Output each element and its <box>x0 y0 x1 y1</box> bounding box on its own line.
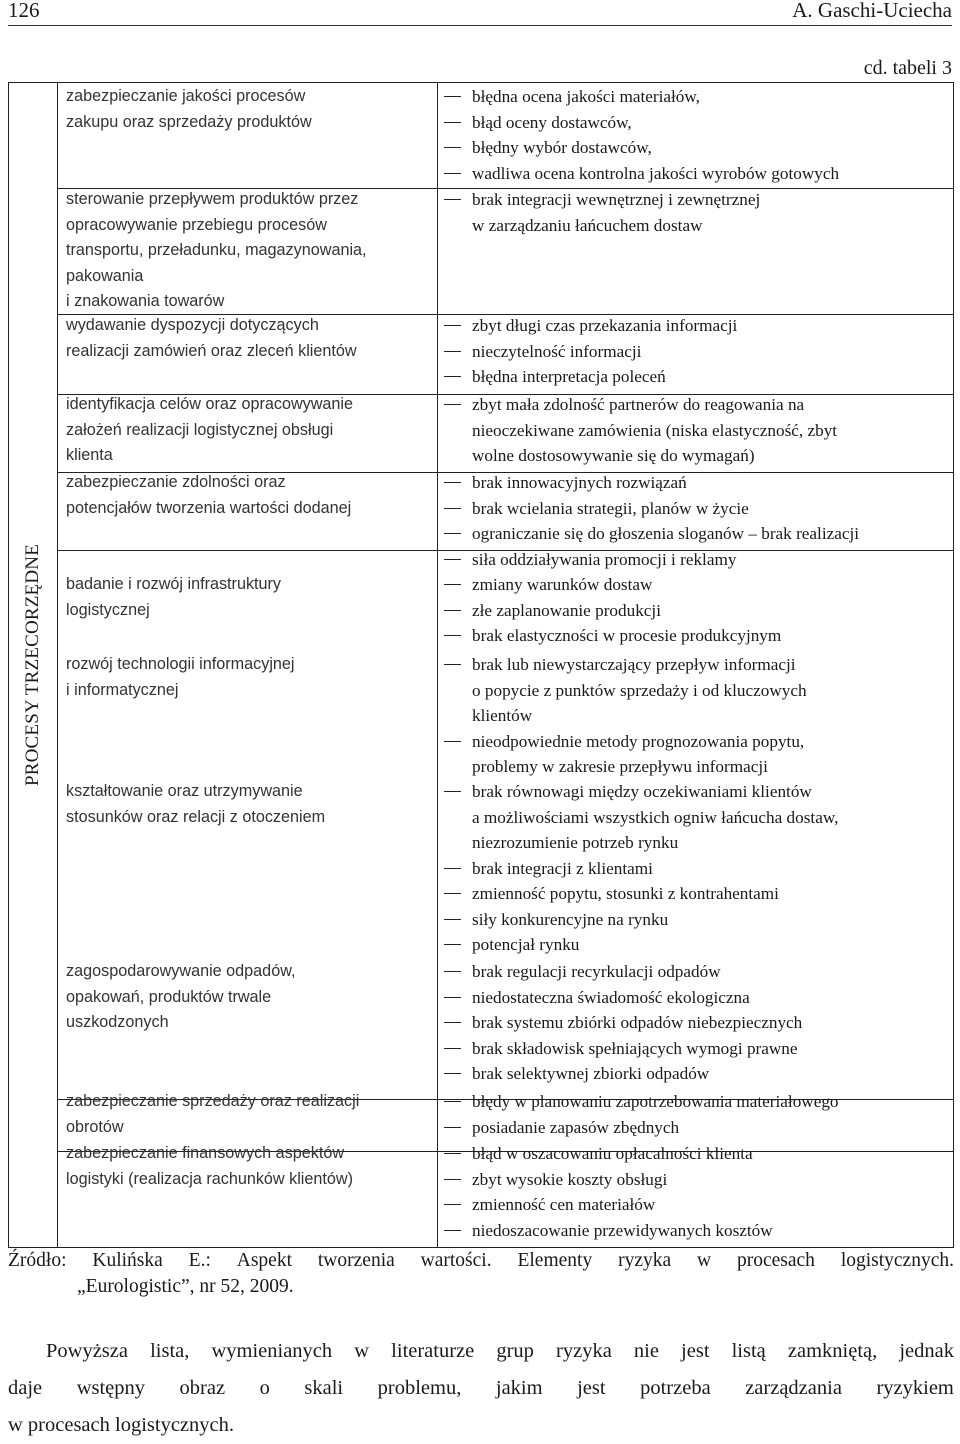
risk-item <box>444 1218 952 1244</box>
word: ryzykiem <box>876 1377 954 1399</box>
risk-cell <box>444 84 952 186</box>
risk-line: nieczytelność informacji <box>472 341 642 361</box>
source-line-1 <box>8 1248 954 1274</box>
risk-line: wadliwa ocena kontrolna jakości wyrobów gotowych <box>472 163 840 183</box>
dash-bullet-icon <box>444 482 461 483</box>
word: grup <box>496 1340 534 1362</box>
risk-line: brak wcielania strategii, planów w życie <box>472 498 749 518</box>
risk-item <box>444 1010 952 1036</box>
word: problemu, <box>377 1377 462 1399</box>
process-cell <box>66 392 353 469</box>
word: literaturze <box>391 1340 475 1362</box>
risk-item <box>444 729 952 780</box>
risk-line: brak innowacyjnych rozwiązań <box>472 473 687 492</box>
side-label: PROCESY TRZECORZĘDNE <box>22 543 43 787</box>
process-cell <box>66 187 367 315</box>
risk-line: złe zaplanowanie produkcji <box>472 600 661 620</box>
risk-line: błędna ocena jakości materiałów, <box>472 87 700 106</box>
risk-cell <box>444 470 952 572</box>
process-line: i znakowania towarów <box>66 292 225 310</box>
risk-item <box>444 572 952 598</box>
header-rule <box>8 25 952 26</box>
risk-line: wolne dostosowywanie się do wymagań) <box>472 446 755 465</box>
risk-item <box>444 547 952 573</box>
risk-line: niedoszacowanie przewidywanych kosztów <box>472 1220 773 1240</box>
risk-line: siły konkurencyjne na rynku <box>472 909 669 929</box>
paragraph-line-2 <box>8 1370 954 1407</box>
dash-bullet-icon <box>444 664 461 665</box>
risk-line: problemy w zakresie przepływu informacji <box>472 757 768 776</box>
risk-line: niedostateczna świadomość ekologiczna <box>472 987 750 1007</box>
word: Kulińska <box>92 1250 163 1271</box>
risk-cell <box>444 313 952 390</box>
risk-line: nieodpowiednie metody prognozowania popytu, <box>472 731 805 751</box>
risk-item <box>444 881 952 907</box>
risk-line: błędy w planowaniu zapotrzebowania materiałowego <box>472 1092 839 1111</box>
risk-line: brak systemu zbiórki odpadów niebezpiecznych <box>472 1013 803 1032</box>
risk-item <box>444 364 952 390</box>
table-continuation-label: cd. tabeli 3 <box>863 57 952 79</box>
process-line: zagospodarowywanie odpadów, <box>66 962 296 980</box>
word: procesach <box>736 1250 815 1271</box>
risk-item <box>444 907 952 933</box>
paragraph-line-3: w procesach logistycznych. <box>8 1414 234 1436</box>
dash-bullet-icon <box>444 868 461 869</box>
risk-line: brak integracji wewnętrznej i zewnętrznej <box>472 190 761 209</box>
risk-item <box>444 856 952 882</box>
risk-line: posiadanie zapasów zbędnych <box>472 1117 680 1137</box>
dash-bullet-icon <box>444 971 461 972</box>
dash-bullet-icon <box>444 741 461 742</box>
process-line: rozwój technologii informacyjnej <box>66 655 295 673</box>
risk-line: siła oddziaływania promocji i reklamy <box>472 549 737 569</box>
dash-bullet-icon <box>444 173 461 174</box>
risk-cell <box>444 959 952 1087</box>
word: tworzenia <box>317 1250 395 1271</box>
process-line: założeń realizacji logistycznej obsługi <box>66 420 334 439</box>
risk-cell <box>444 1141 952 1243</box>
risk-line: zbyt wysokie koszty obsługi <box>472 1169 668 1189</box>
process-line: i informatycznej <box>66 680 179 699</box>
word: zarządzania <box>745 1377 842 1399</box>
risk-line: potencjał rynku <box>472 935 580 954</box>
word: daje <box>8 1377 43 1399</box>
risk-cell <box>444 652 952 780</box>
dash-bullet-icon <box>444 1073 461 1074</box>
risk-line: o popycie z punktów sprzedaży i od kluczowych <box>472 680 807 700</box>
risk-line: zmienność popytu, stosunki z kontrahentami <box>472 884 779 903</box>
risk-item <box>444 161 952 187</box>
process-line: identyfikacja celów oraz opracowywanie <box>66 395 354 413</box>
dash-bullet-icon <box>444 533 461 534</box>
risk-item <box>444 110 952 136</box>
risk-item <box>444 339 952 365</box>
risk-item <box>444 623 952 649</box>
risk-cell <box>444 392 952 469</box>
risk-item <box>444 313 952 339</box>
process-cell <box>66 779 325 830</box>
risk-line: błędna interpretacja poleceń <box>472 367 666 386</box>
risk-item <box>444 959 952 985</box>
risk-line: brak regulacji recyrkulacji odpadów <box>472 962 721 981</box>
body-paragraph <box>8 1333 954 1444</box>
process-cell <box>66 84 312 135</box>
dash-bullet-icon <box>444 122 461 123</box>
risk-cell <box>444 1089 952 1140</box>
dash-bullet-icon <box>444 944 461 945</box>
dash-bullet-icon <box>444 199 461 200</box>
word: Aspekt <box>236 1250 293 1271</box>
risk-line: niezrozumienie potrzeb rynku <box>472 833 679 852</box>
risk-item <box>444 1036 952 1062</box>
word: jest <box>577 1377 606 1399</box>
risk-line: brak lub niewystarczający przepływ informacji <box>472 655 796 674</box>
process-line: badanie i rozwój infrastruktury <box>66 575 282 593</box>
process-line: zabezpieczanie jakości procesów <box>66 87 306 105</box>
risk-line: brak selektywnej zbiorki odpadów <box>472 1064 710 1083</box>
process-line: pakowania <box>66 266 144 285</box>
process-cell <box>66 652 295 703</box>
dash-bullet-icon <box>444 1048 461 1049</box>
word: zamkniętą, <box>787 1340 878 1362</box>
word: lista, <box>150 1340 190 1362</box>
word: w <box>697 1250 712 1271</box>
process-cell <box>66 1089 359 1140</box>
word: Źródło: <box>8 1250 67 1271</box>
dash-bullet-icon <box>444 147 461 148</box>
source-line-2: „Eurologistic”, nr 52, 2009. <box>77 1276 294 1297</box>
process-line: wydawanie dyspozycji dotyczących <box>66 316 319 334</box>
risk-item <box>444 84 952 110</box>
risk-item <box>444 470 952 496</box>
dash-bullet-icon <box>444 1022 461 1023</box>
dash-bullet-icon <box>444 1230 461 1231</box>
risk-line: zbyt mała zdolność partnerów do reagowania na <box>472 395 805 414</box>
dash-bullet-icon <box>444 96 461 97</box>
process-line: zakupu oraz sprzedaży produktów <box>66 112 312 131</box>
risk-line: zbyt długi czas przekazania informacji <box>472 316 738 335</box>
risk-item <box>444 779 952 856</box>
process-line: opakowań, produktów trwale <box>66 987 272 1006</box>
risk-item <box>444 521 952 547</box>
process-line: kształtowanie oraz utrzymywanie <box>66 782 303 800</box>
process-line: opracowywanie przebiegu procesów <box>66 215 327 234</box>
risk-item <box>444 496 952 522</box>
word: Powyższa <box>46 1340 128 1362</box>
dash-bullet-icon <box>444 325 461 326</box>
process-line: logistyki (realizacja rachunków klientów) <box>66 1169 353 1188</box>
risk-item <box>444 598 952 624</box>
process-cell <box>66 313 357 364</box>
risk-line: ograniczanie się do głoszenia sloganów – brak realizacji <box>472 524 860 543</box>
word: jednak <box>899 1340 954 1362</box>
word: jakim <box>495 1377 543 1399</box>
risk-line: brak integracji z klientami <box>472 858 653 878</box>
word: wstępny <box>76 1377 146 1399</box>
process-line: zabezpieczanie sprzedaży oraz realizacji <box>66 1092 360 1110</box>
word: nie <box>633 1340 659 1362</box>
process-line: potencjałów tworzenia wartości dodanej <box>66 498 352 517</box>
paragraph-line-1 <box>8 1333 954 1370</box>
risk-item <box>444 1192 952 1218</box>
dash-bullet-icon <box>444 1153 461 1154</box>
dash-bullet-icon <box>444 376 461 377</box>
risk-item <box>444 1141 952 1167</box>
source-note <box>8 1248 954 1300</box>
risk-item <box>444 985 952 1011</box>
word: wymienianych <box>211 1340 333 1362</box>
risk-line: w zarządzaniu łańcuchem dostaw <box>472 215 703 235</box>
process-line: zabezpieczanie finansowych aspektów <box>66 1144 345 1162</box>
risk-item <box>444 1089 952 1115</box>
dash-bullet-icon <box>444 351 461 352</box>
risk-line: błędny wybór dostawców, <box>472 138 652 157</box>
process-line: sterowanie przepływem produktów przez <box>66 190 359 208</box>
dash-bullet-icon <box>444 610 461 611</box>
word: o <box>259 1377 270 1399</box>
dash-bullet-icon <box>444 559 461 560</box>
dash-bullet-icon <box>444 893 461 894</box>
risk-cell <box>444 779 952 958</box>
word: w <box>354 1340 370 1362</box>
word: skali <box>304 1377 344 1399</box>
word: ryzyka <box>618 1250 672 1271</box>
dash-bullet-icon <box>444 791 461 792</box>
process-cell <box>66 1141 353 1192</box>
word: jest <box>681 1340 710 1362</box>
word: ryzyka <box>556 1340 612 1362</box>
risk-line: błąd w oszacowaniu opłacalności klienta <box>472 1144 753 1163</box>
word: E.: <box>188 1250 211 1271</box>
dash-bullet-icon <box>444 635 461 636</box>
running-author: A. Gaschi-Uciecha <box>792 0 952 22</box>
dash-bullet-icon <box>444 1127 461 1128</box>
risk-line: nieoczekiwane zamówienia (niska elastyczność, zbyt <box>472 420 838 440</box>
word: obraz <box>179 1377 226 1399</box>
risk-line: błąd oceny dostawców, <box>472 112 632 132</box>
process-line: stosunków oraz relacji z otoczeniem <box>66 807 326 826</box>
risk-line: brak składowisk spełniających wymogi prawne <box>472 1038 798 1058</box>
side-column <box>9 83 58 1247</box>
dash-bullet-icon <box>444 508 461 509</box>
risk-line: brak równowagi między oczekiwaniami klientów <box>472 782 812 801</box>
risk-item <box>444 135 952 161</box>
process-line: realizacji zamówień oraz zleceń klientów <box>66 341 357 360</box>
risk-cell <box>444 187 952 238</box>
process-cell <box>66 572 281 623</box>
dash-bullet-icon <box>444 584 461 585</box>
dash-bullet-icon <box>444 997 461 998</box>
process-line: zabezpieczanie zdolności oraz <box>66 473 286 491</box>
risk-item <box>444 1115 952 1141</box>
word: logistycznych. <box>840 1250 954 1271</box>
risk-item <box>444 652 952 729</box>
risk-item <box>444 187 952 238</box>
process-cell <box>66 959 296 1036</box>
risk-item <box>444 1061 952 1087</box>
risk-line: zmienność cen materiałów <box>472 1195 656 1214</box>
risk-line: klientów <box>472 706 533 725</box>
dash-bullet-icon <box>444 1101 461 1102</box>
process-line: uszkodzonych <box>66 1013 169 1031</box>
process-line: logistycznej <box>66 600 150 619</box>
word: wartości. <box>420 1250 492 1271</box>
dash-bullet-icon <box>444 1179 461 1180</box>
word: potrzeba <box>640 1377 711 1399</box>
process-line: obrotów <box>66 1117 124 1136</box>
process-line: klienta <box>66 446 113 464</box>
page-header <box>8 0 952 26</box>
word: listą <box>731 1340 766 1362</box>
risk-item <box>444 1167 952 1193</box>
process-line: transportu, przeładunku, magazynowania, <box>66 241 367 259</box>
risk-line: zmiany warunków dostaw <box>472 575 653 594</box>
page-number: 126 <box>8 0 40 22</box>
risk-line: a możliwościami wszystkich ogniw łańcucha dostaw, <box>472 807 839 827</box>
dash-bullet-icon <box>444 404 461 405</box>
process-cell <box>66 470 351 521</box>
risk-item <box>444 392 952 469</box>
word: Elementy <box>517 1250 593 1271</box>
dash-bullet-icon <box>444 919 461 920</box>
dash-bullet-icon <box>444 1204 461 1205</box>
risk-line: brak elastyczności w procesie produkcyjnym <box>472 626 782 645</box>
risk-cell <box>444 572 952 649</box>
risk-item <box>444 932 952 958</box>
